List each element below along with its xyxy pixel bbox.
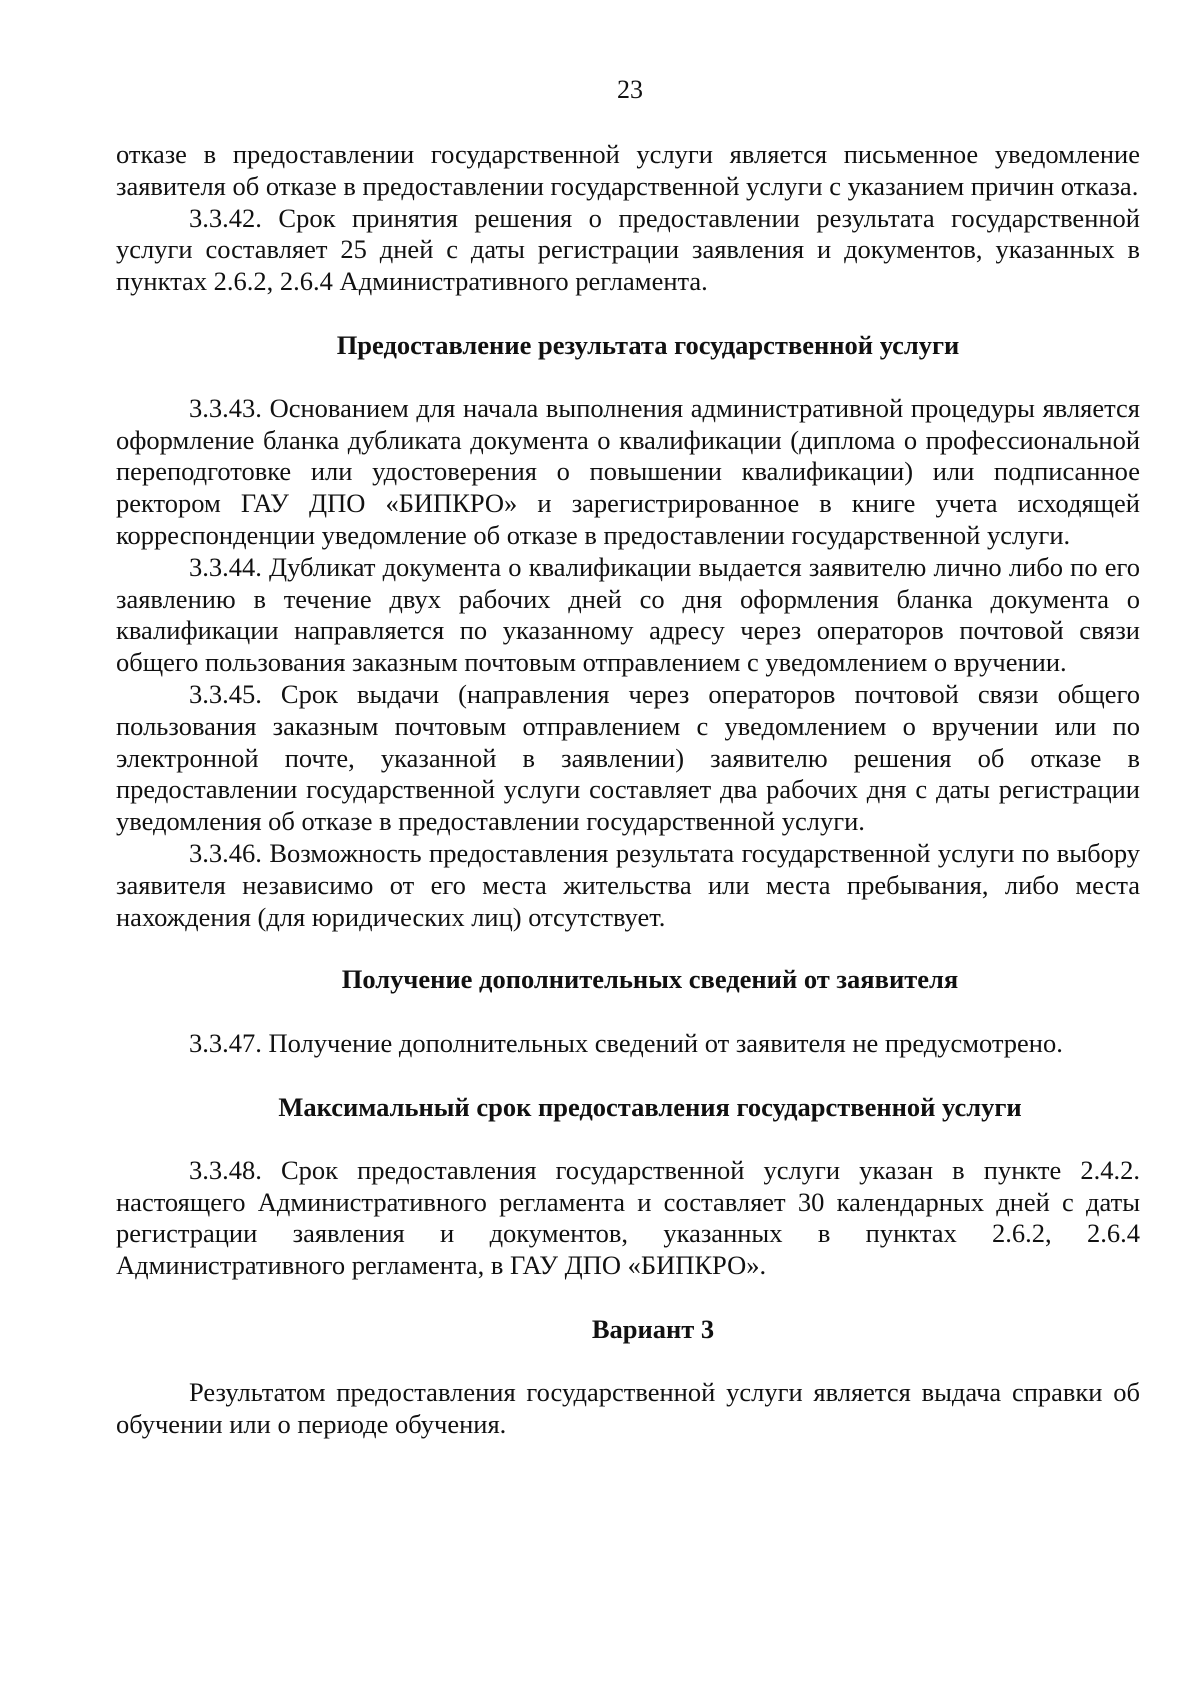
paragraph-3-3-45: 3.3.45. Срок выдачи (направления через операторов почтовой связи общего пользования заказным почтовым отправлением с уведомлением о вручении или по электронной почте, указанной в заявлении) заявителю решения об отказе в предоставлении государственной услуги составляет два рабочих дня с даты регистрации уведомления об отказе в предоставлении государственной услуги. [116, 678, 1140, 837]
paragraph-continuation: отказе в предоставлении государственной услуги является письменное уведомление заявителя об отказе в предоставлении государственной услуги с указанием причин отказа. [116, 139, 1140, 201]
paragraph-3-3-48: 3.3.48. Срок предоставления государственной услуги указан в пункте 2.4.2. настоящего Административного регламента и составляет 30 календарных дней с даты регистрации заявления и документов, указанных в пунктах 2.6.2, 2.6.4 Административного регламента, в ГАУ ДПО «БИПКРО». [116, 1154, 1140, 1281]
section-heading-result: Предоставление результата государственной услуги [336, 329, 960, 360]
paragraph-variant-3-result: Результатом предоставления государственной услуги является выдача справки об обучении или о периоде обучения. [116, 1376, 1140, 1439]
paragraph-3-3-47: 3.3.47. Получение дополнительных сведений от заявителя не предусмотрено. [189, 1028, 1063, 1059]
paragraph-3-3-43: 3.3.43. Основанием для начала выполнения административной процедуры является оформление бланка дубликата документа о квалификации (диплома о профессиональной переподготовке или удостоверения о повышении квалификации) или подписанное ректором ГАУ ДПО «БИПКРО» и зарегистрированное в книге учета исходящей корреспонденции уведомление об отказе в предоставлении государственной услуги. [116, 392, 1140, 550]
page-number: 23 [617, 75, 643, 104]
section-heading-max-term: Максимальный срок предоставления государственной услуги [278, 1091, 1022, 1122]
section-heading-variant-3: Вариант 3 [591, 1313, 715, 1344]
section-heading-additional-info: Получение дополнительных сведений от заявителя [341, 964, 959, 995]
paragraph-3-3-46: 3.3.46. Возможность предоставления результата государственной услуги по выбору заявителя независимо от его места жительства или места пребывания, либо места нахождения (для юридических лиц) отсутствует. [116, 837, 1140, 932]
paragraph-3-3-44: 3.3.44. Дубликат документа о квалификации выдается заявителю лично либо по его заявлению в течение двух рабочих дней со дня оформления бланка документа о квалификации направляется по указанному адресу через операторов почтовой связи общего пользования заказным почтовым отправлением с уведомлением о вручении. [116, 551, 1140, 678]
document-body [116, 139, 1140, 1440]
paragraph-3-3-42: 3.3.42. Срок принятия решения о предоставлении результата государственной услуги составляет 25 дней с даты регистрации заявления и документов, указанных в пунктах 2.6.2, 2.6.4 Административного регламента. [116, 202, 1140, 297]
